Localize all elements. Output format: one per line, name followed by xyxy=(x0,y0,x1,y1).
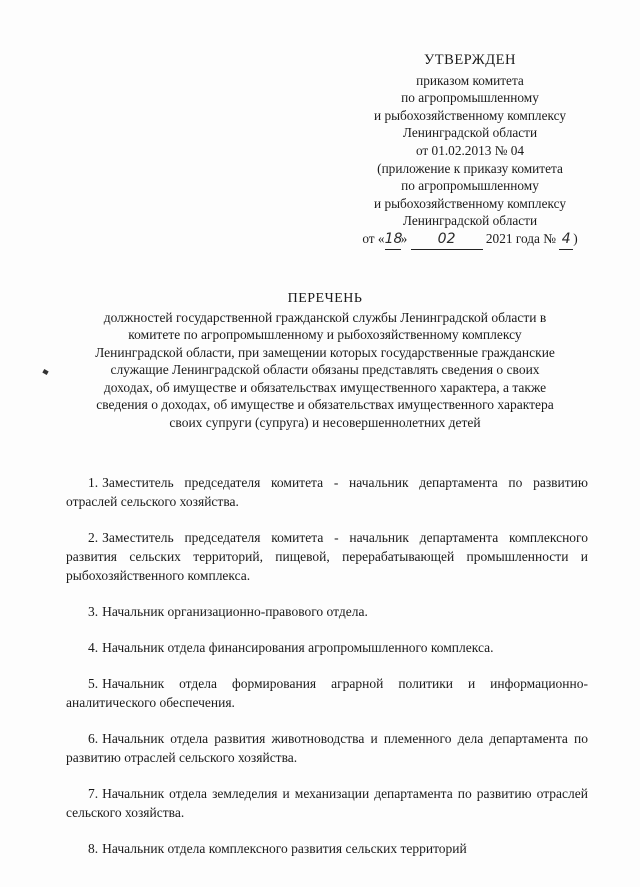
approval-date-line xyxy=(345,230,595,250)
list-title-block xyxy=(60,290,590,431)
title-line: служащие Ленинградской области обязаны представлять сведения о своих xyxy=(110,362,540,377)
date-prefix: от « xyxy=(362,230,385,246)
title-line: Ленинградской области, при замещении которых государственные гражданские xyxy=(95,344,555,360)
list-item: 3. Начальник организационно-правового отдела. xyxy=(88,604,368,619)
approval-line: Ленинградской области xyxy=(402,213,538,229)
positions-list xyxy=(66,473,588,875)
list-item: 5. Начальник отдела формирования аграрной политики и информационно-аналитического обеспечения. xyxy=(66,676,588,710)
approval-line: и рыбохозяйственному комплексу xyxy=(374,107,566,123)
date-mid: » xyxy=(400,230,408,246)
approval-line: от 01.02.2013 № 04 xyxy=(415,142,525,158)
approval-heading: УТВЕРЖДЕН xyxy=(424,52,516,68)
approval-line: и рыбохозяйственному комплексу xyxy=(374,195,566,211)
title-line: своих супруги (супруга) и несовершеннолетних детей xyxy=(169,414,481,430)
date-closing: ) xyxy=(573,230,578,246)
list-item: 7. Начальник отдела земледелия и механизации департамента по развитию отраслей сельского хозяйства. xyxy=(66,786,588,820)
approval-line: по агропромышленному xyxy=(401,90,539,106)
approval-block xyxy=(345,52,595,250)
list-item: 4. Начальник отдела финансирования агропромышленного комплекса. xyxy=(88,640,494,655)
handwritten-day: 18 xyxy=(385,231,401,250)
list-item: 1. Заместитель председателя комитета - начальник департамента по развитию отраслей сельского хозяйства. xyxy=(66,475,588,509)
approval-line: (приложение к приказу комитета xyxy=(377,160,563,176)
list-item: 8. Начальник отдела комплексного развития сельских территорий xyxy=(88,841,467,856)
approval-line: по агропромышленному xyxy=(401,178,539,194)
approval-line: приказом комитета xyxy=(416,72,524,88)
title-line: доходах, об имуществе и обязательствах имущественного характера, а также xyxy=(103,379,547,395)
list-item: 2. Заместитель председателя комитета - начальник департамента комплексного развития сельских территорий, пищевой, перерабатывающей промышленности и рыбохозяйственного комплекса. xyxy=(66,530,588,583)
title-line: должностей государственной гражданской службы Ленинградской области в xyxy=(103,309,547,325)
document-title: ПЕРЕЧЕНЬ xyxy=(287,291,363,306)
date-suffix: 2021 года № xyxy=(485,230,556,246)
list-item: 6. Начальник отдела развития животноводства и племенного дела департамента по развитию отраслей сельского хозяйства. xyxy=(66,731,588,765)
approval-line: Ленинградской области xyxy=(402,125,538,141)
handwritten-order-number: 4 xyxy=(559,231,573,250)
title-line: сведения о доходах, об имуществе и обязательствах имущественного характера xyxy=(96,397,554,412)
title-line: комитете по агропромышленному и рыбохозяйственному комплексу xyxy=(128,327,522,342)
handwritten-month: 02 xyxy=(411,231,483,250)
scan-mark xyxy=(42,369,48,375)
